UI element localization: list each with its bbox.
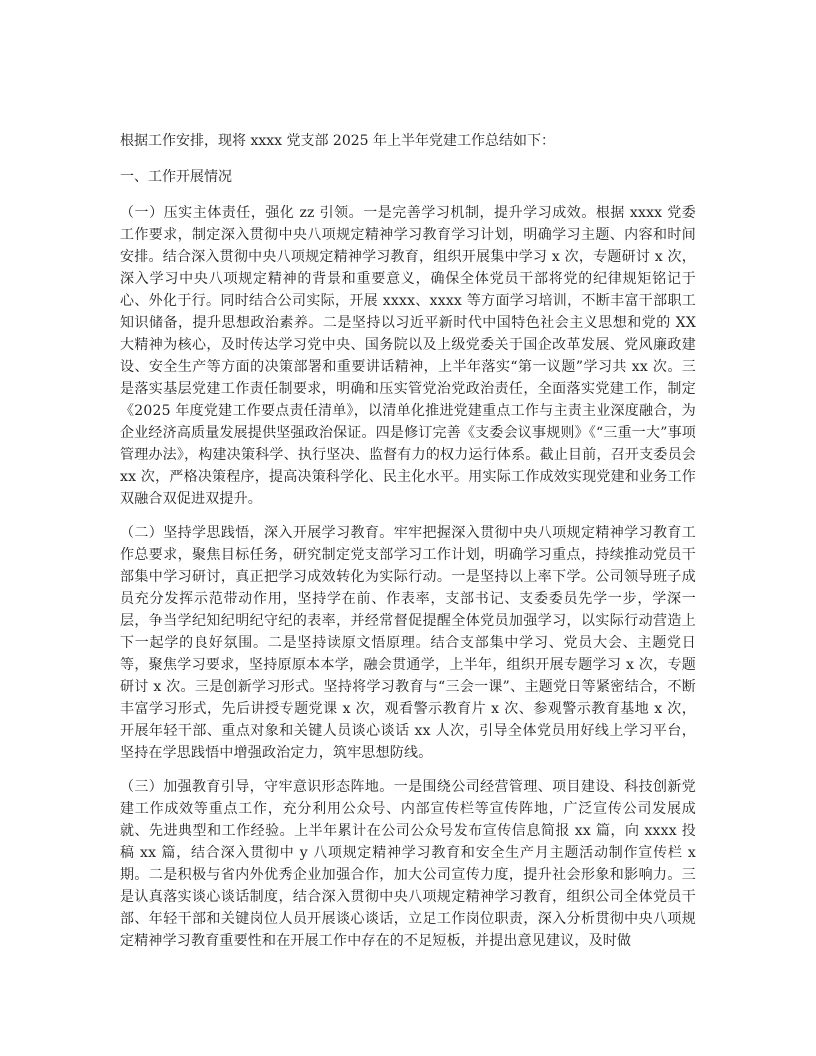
- paragraph-2: （二）坚持学思践悟，深入开展学习教育。牢牢把握深入贯彻中央八项规定精神学习教育工作总要求，聚焦目标任务，研究制定党支部学习工作计划，明确学习重点，持续推动党员干部集中学习研讨，真正把学习成效转化为实际行动。一是坚持以上率下学。公司领导班子成员充分发挥示范带动作用，坚持学在前、作表率，支部书记、支委委员先学一步，学深一层，争当学纪知纪明纪守纪的表率，并经常督促提醒全体党员加强学习，以实际行动营造上下一起学的良好氛围。二是坚持读原文悟原理。结合支部集中学习、党员大会、主题党日等，聚焦学习要求，坚持原原本本学，融会贯通学，上半年，组织开展专题学习 x 次，专题研讨 x 次。三是创新学习形式。坚持将学习教育与“三会一课”、主题党日等紧密结合，不断丰富学习形式，先后讲授专题党课 x 次，观看警示教育片 x 次、参观警示教育基地 x 次，开展年轻干部、重点对象和关键人员谈心谈话 xx 人次，引导全体党员用好线上学习平台，坚持在学思践悟中增强政治定力，筑牢思想防线。: [120, 525, 696, 761]
- section-heading: 一、工作开展情况: [120, 169, 232, 185]
- paragraph-1: （一）压实主体责任，强化 zz 引领。一是完善学习机制，提升学习成效。根据 xxxx 党委工作要求，制定深入贯彻中央八项规定精神学习教育学习计划，明确学习主题、内容和时间安排。结合深入贯彻中央八项规定精神学习教育，组织开展集中学习 x 次，专题研讨 x 次，深入学习中央八项规定精神的背景和重要意义，确保全体党员干部将党的纪律规矩铭记于心、外化于行。同时结合公司实际，开展 xxxx、xxxx 等方面学习培训，不断丰富干部职工知识储备，提升思想政治素养。二是坚持以习近平新时代中国特色社会主义思想和党的 XX 大精神为核心，及时传达学习党中央、国务院以及上级党委关于国企改革发展、党风廉政建设、安全生产等方面的决策部署和重要讲话精神，上半年落实“第一议题”学习共 xx 次。三是落实基层党建工作责任制要求，明确和压实管党治党政治责任，全面落实党建工作，制定《2025 年度党建工作要点责任清单》，以清单化推进党建重点工作与主责主业深度融合，为企业经济高质量发展提供坚强政治保证。四是修订完善《支委会议事规则》《“三重一大”事项管理办法》，构建决策科学、执行坚决、监督有力的权力运行体系。截止目前，召开支委员会 xx 次，严格决策程序，提高决策科学化、民主化水平。用实际工作成效实现党建和业务工作双融合双促进双提升。: [120, 205, 696, 507]
- intro-line: 根据工作安排，现将 xxxx 党支部 2025 年上半年党建工作总结如下：: [120, 133, 556, 149]
- document-body: [120, 130, 696, 964]
- paragraph-3: （三）加强教育引导，守牢意识形态阵地。一是围绕公司经营管理、项目建设、科技创新党建工作成效等重点工作，充分利用公众号、内部宣传栏等宣传阵地，广泛宣传公司发展成就、先进典型和工作经验。上半年累计在公司公众号发布宣传信息简报 xx 篇，向 xxxx 投稿 xx 篇，结合深入贯彻中 y 八项规定精神学习教育和安全生产月主题活动制作宣传栏 x 期。二是积极与省内外优秀企业加强合作，加大公司宣传力度，提升社会形象和影响力。三是认真落实谈心谈话制度，结合深入贯彻中央八项规定精神学习教育，组织公司全体党员干部、年轻干部和关键岗位人员开展谈心谈话，立足工作岗位职责，深入分析贯彻中央八项规定精神学习教育重要性和在开展工作中存在的不足短板，并提出意见建议，及时做: [120, 779, 696, 949]
